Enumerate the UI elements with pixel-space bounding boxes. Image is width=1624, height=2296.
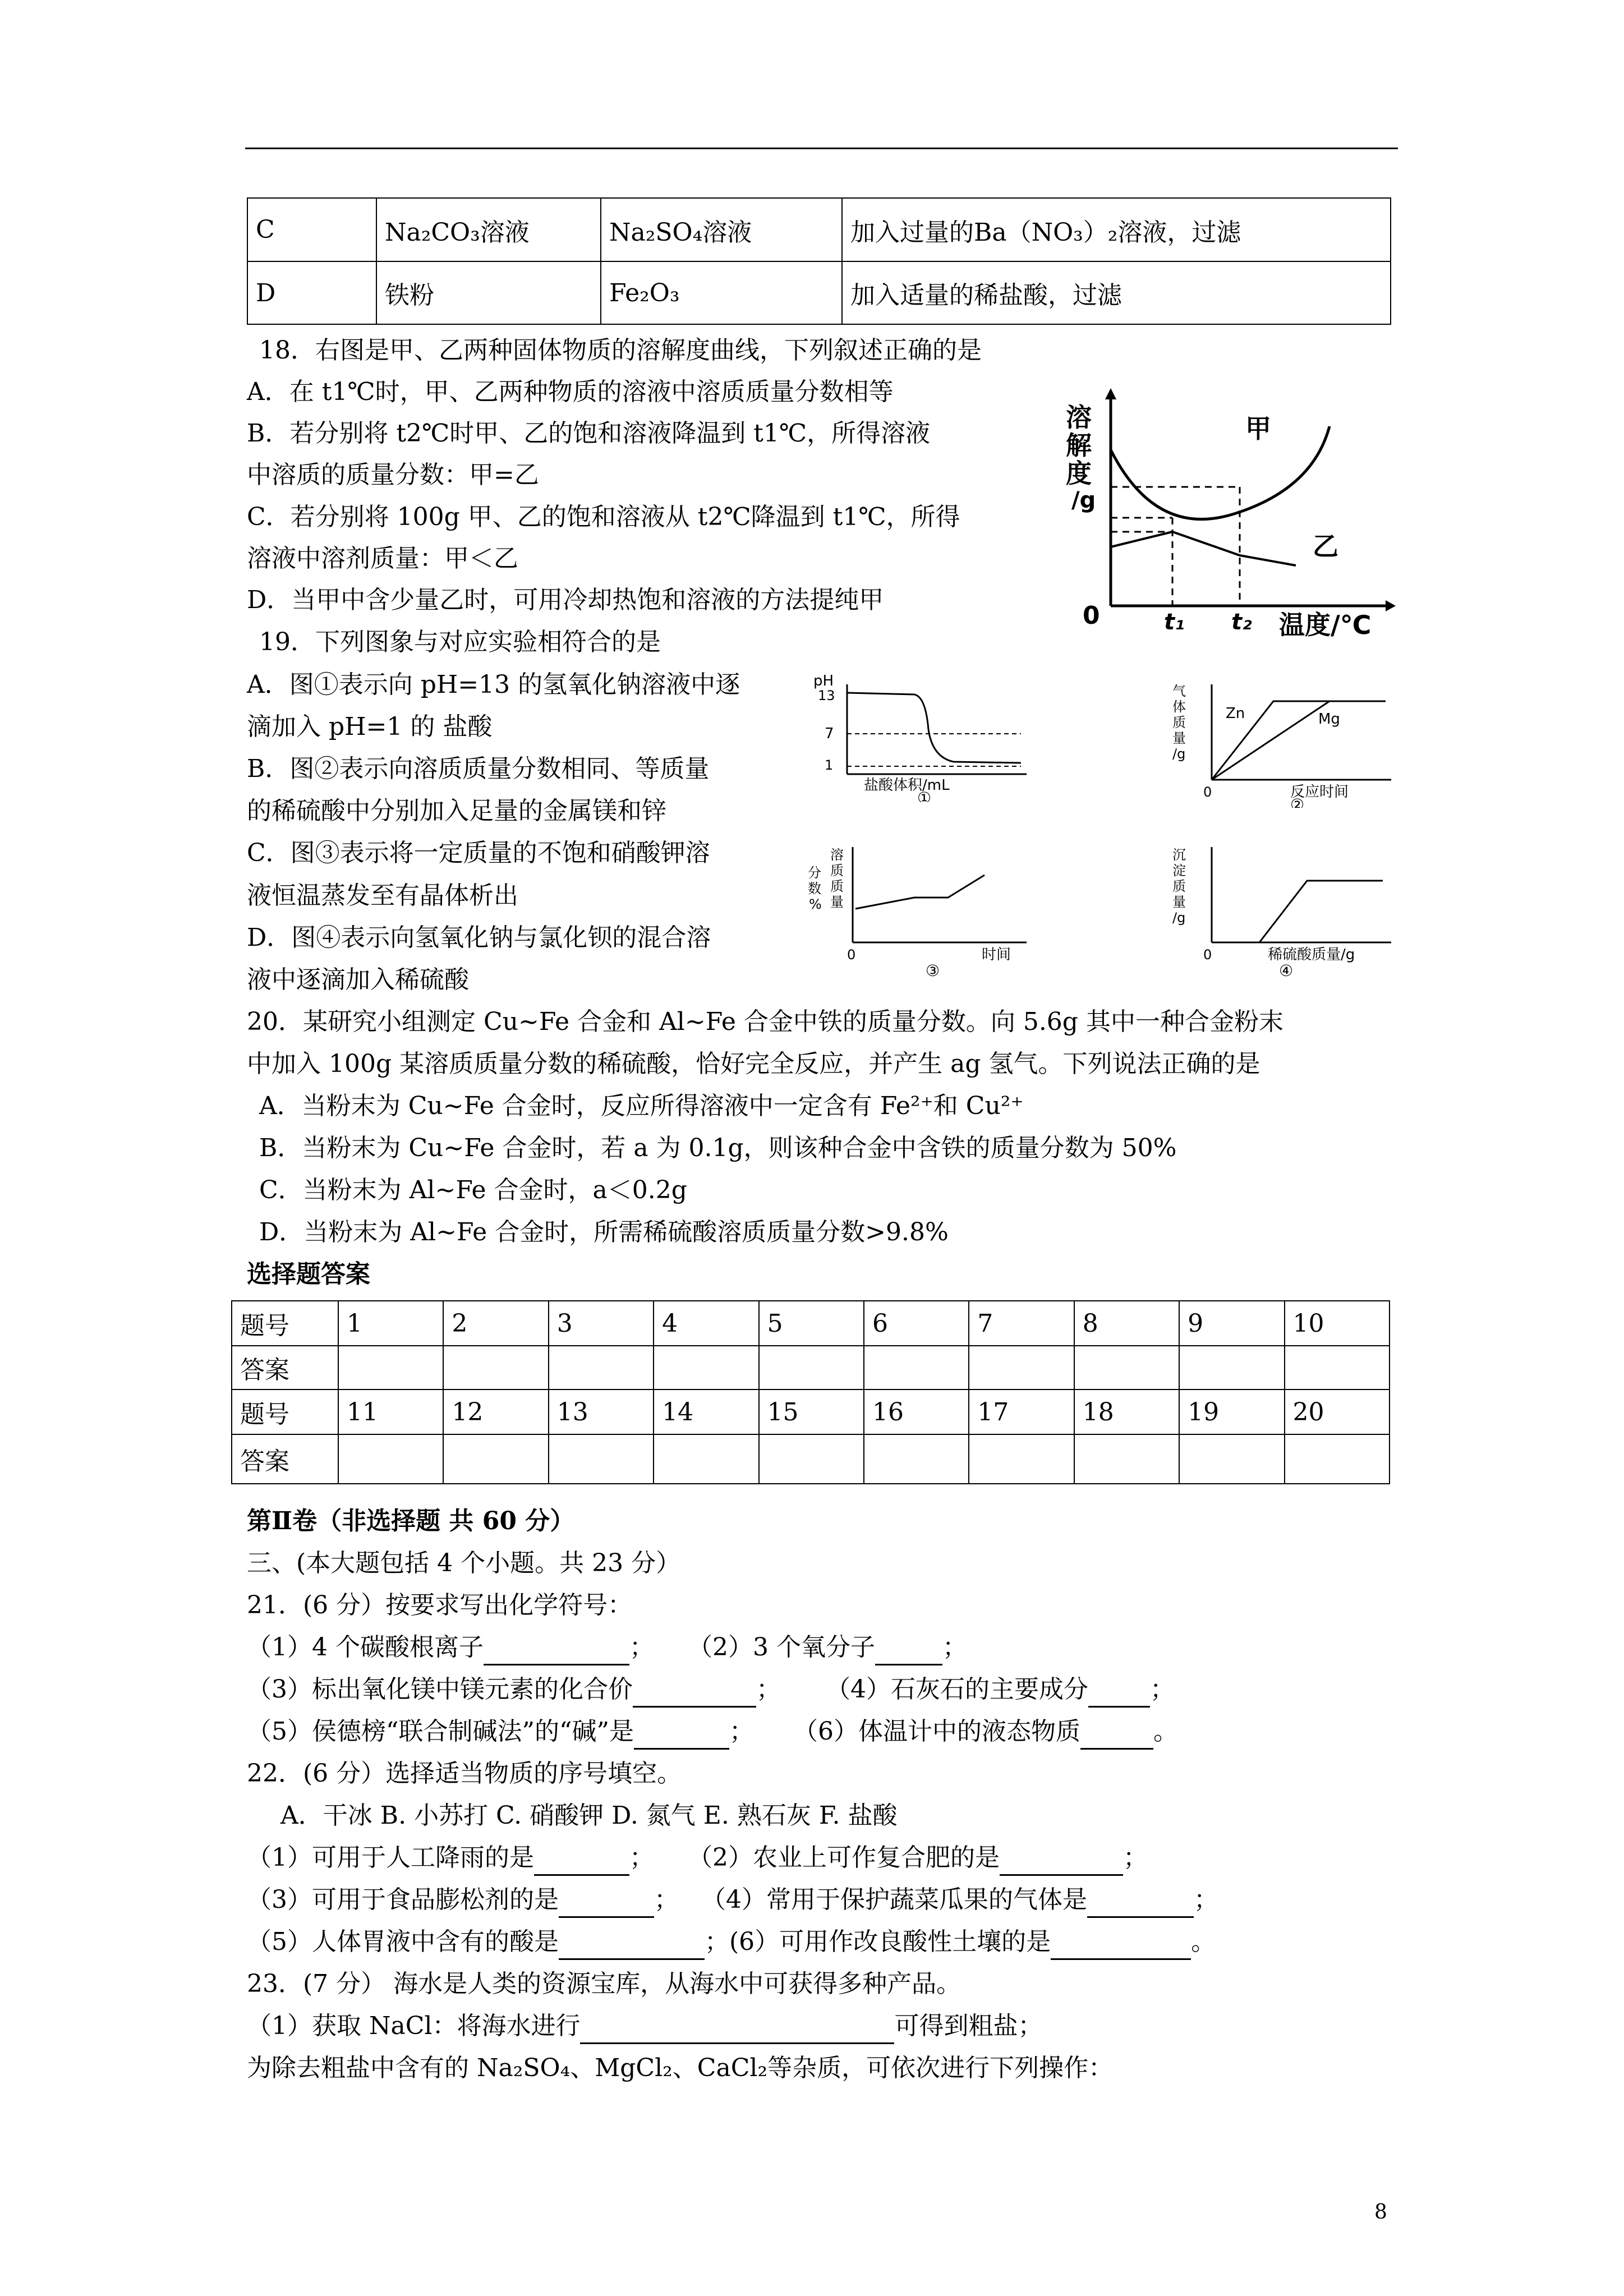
answer-cell[interactable] (969, 1434, 1074, 1484)
qno: 12 (443, 1389, 548, 1434)
answer-cell[interactable] (1285, 1346, 1390, 1389)
page-number: 8 (1374, 2201, 1387, 2224)
q21-row2 (247, 1673, 1175, 1708)
g4-o: 0 (1203, 947, 1212, 963)
label-no: 题号 (232, 1389, 338, 1434)
graph-ylabel-2: 解 (1066, 430, 1092, 461)
qno: 14 (654, 1389, 758, 1434)
header-rule (245, 148, 1398, 149)
q22-item5: （5）人体胃液中含有的酸是 (247, 1927, 559, 1956)
qno: 7 (969, 1301, 1074, 1346)
answer-cell[interactable] (1285, 1434, 1390, 1484)
g1-y: pH (813, 673, 834, 689)
punct: ； (942, 1633, 967, 1662)
q23-stem: 23．(7 分） 海水是人类的资源宝库，从海水中可获得多种产品。 (247, 1970, 961, 1998)
graph-4 (1161, 841, 1397, 982)
answer-cell[interactable] (338, 1434, 443, 1484)
q22-row1 (247, 1842, 1148, 1876)
q22-stem: 22．(6 分）选择适当物质的序号填空。 (247, 1759, 682, 1788)
answer-cell[interactable] (443, 1346, 548, 1389)
q21-stem: 21．(6 分）按要求写出化学符号： (247, 1591, 633, 1619)
g3-y3: 质 (830, 878, 844, 894)
graph-origin: 0 (1083, 601, 1100, 630)
g2-y: 气 (1172, 683, 1186, 699)
answer-blank[interactable] (1000, 1842, 1123, 1876)
q21-item5: （5）侯德榜“联合制碱法”的“碱”是 (247, 1717, 634, 1746)
g4-n: ④ (1279, 961, 1294, 980)
qno: 2 (443, 1301, 548, 1346)
table-row (232, 1346, 1390, 1389)
g2-zn: Zn (1226, 705, 1245, 722)
punct: ； (629, 1843, 654, 1872)
table-cell: 加入过量的Ba（NO₃）₂溶液，过滤 (842, 198, 1391, 261)
q19-option-d2: 液中逐滴加入稀硫酸 (247, 965, 469, 994)
table-cell: Na₂CO₃溶液 (376, 198, 601, 261)
g1-y7: 7 (825, 725, 834, 742)
graph-series-yi: 乙 (1313, 531, 1338, 562)
q19-option-b2: 的稀硫酸中分别加入足量的金属镁和锌 (247, 797, 666, 825)
answer-cell[interactable] (759, 1434, 864, 1484)
g2-n: ② (1290, 795, 1305, 808)
answer-cell[interactable] (1074, 1434, 1179, 1484)
q20-stem1: 20．某研究小组测定 Cu~Fe 合金和 Al~Fe 合金中铁的质量分数。向 5.6g 其中一种合金粉末 (247, 1007, 1283, 1036)
g1-y1: 1 (825, 757, 834, 773)
answer-blank[interactable] (634, 1715, 729, 1750)
qno: 20 (1285, 1389, 1390, 1434)
q20-option-a: A．当粉末为 Cu~Fe 合金时，反应所得溶液中一定含有 Fe²⁺和 Cu²⁺ (259, 1092, 1024, 1120)
g1-n: ① (917, 789, 932, 802)
q22-item2: （2）农业上可作复合肥的是 (688, 1843, 1000, 1872)
q20-stem2: 中加入 100g 某溶质质量分数的稀硫酸，恰好完全反应，并产生 ag 氢气。下列说法正确的是 (247, 1050, 1260, 1078)
g4-y3: 质 (1172, 878, 1186, 894)
graph-3 (785, 841, 1032, 982)
qno: 18 (1074, 1389, 1179, 1434)
g2-y3: 质 (1172, 715, 1186, 730)
q22-item1: （1）可用于人工降雨的是 (247, 1843, 534, 1872)
q23-row1 (247, 2010, 1042, 2044)
table-row (247, 198, 1391, 261)
q22-item6: ；(6）可用作改良酸性土壤的是 (705, 1927, 1051, 1956)
answer-cell[interactable] (1179, 1434, 1284, 1484)
g2-mg: Mg (1318, 711, 1340, 728)
q21-item6: （6）体温计中的液态物质 (793, 1717, 1080, 1746)
answer-cell[interactable] (654, 1434, 758, 1484)
q19-option-d1: D．图④表示向氢氧化钠与氯化钡的混合溶 (247, 923, 711, 952)
q22-row2 (247, 1884, 1218, 1918)
g1-x: 盐酸体积/mL (864, 777, 950, 794)
graph-ylabel-4: /g (1071, 487, 1096, 513)
label-ans: 答案 (232, 1346, 338, 1389)
q19-option-c1: C．图③表示将一定质量的不饱和硝酸钾溶 (247, 839, 710, 867)
label-ans: 答案 (232, 1434, 338, 1484)
answer-blank[interactable] (559, 1884, 654, 1918)
answer-blank[interactable] (1080, 1715, 1153, 1750)
answer-cell[interactable] (549, 1434, 654, 1484)
q18-option-d: D．当甲中含少量乙时，可用冷却热饱和溶液的方法提纯甲 (247, 586, 884, 614)
q19-option-a2: 滴加入 pH=1 的 盐酸 (247, 712, 493, 741)
q18-stem: 18．右图是甲、乙两种固体物质的溶解度曲线，下列叙述正确的是 (259, 336, 982, 365)
table-cell: 加入适量的稀盐酸，过滤 (842, 261, 1391, 324)
q18-option-b2: 中溶质的质量分数：甲=乙 (247, 461, 539, 489)
punct: ； (756, 1675, 781, 1704)
g4-x: 稀硫酸质量/g (1268, 946, 1355, 963)
answer-cell[interactable] (864, 1346, 969, 1389)
table-cell: 铁粉 (376, 261, 601, 324)
table-cell: D (247, 261, 376, 324)
answer-cell[interactable] (864, 1434, 969, 1484)
q18-option-c1: C．若分别将 100g 甲、乙的饱和溶液从 t2℃降温到 t1℃，所得 (247, 503, 960, 531)
table-row (232, 1389, 1390, 1434)
qno: 13 (549, 1389, 654, 1434)
graph-t1: t₁ (1164, 609, 1185, 635)
punct: ； (729, 1717, 754, 1746)
qno: 3 (549, 1301, 654, 1346)
q21-item1: （1）4 个碳酸根离子 (247, 1633, 484, 1662)
qno: 8 (1074, 1301, 1179, 1346)
graph-ylabel-3: 度 (1066, 458, 1092, 489)
section3-title: 三、(本大题包括 4 个小题。共 23 分） (247, 1549, 681, 1577)
q22-options: A．干冰 B. 小苏打 C. 硝酸钾 D. 氮气 E. 熟石灰 F. 盐酸 (280, 1801, 898, 1830)
answer-cell[interactable] (1179, 1346, 1284, 1389)
qno: 1 (338, 1301, 443, 1346)
table-cell: C (247, 198, 376, 261)
answer-blank[interactable] (534, 1842, 629, 1876)
qno: 15 (759, 1389, 864, 1434)
g2-y4: 量 (1172, 730, 1186, 746)
qno: 19 (1179, 1389, 1284, 1434)
qno: 4 (654, 1301, 758, 1346)
punct: ； (1150, 1675, 1175, 1704)
qno: 11 (338, 1389, 443, 1434)
g4-y2: 淀 (1172, 863, 1186, 878)
punct: ； (1194, 1885, 1218, 1914)
g4-y1: 沉 (1172, 847, 1186, 863)
qno: 10 (1285, 1301, 1390, 1346)
q19-option-b1: B．图②表示向溶质质量分数相同、等质量 (247, 754, 710, 783)
q18-option-c2: 溶液中溶剂质量：甲＜乙 (247, 544, 518, 573)
q21-item3: （3）标出氧化镁中镁元素的化合价 (247, 1675, 633, 1704)
g4-y5: /g (1172, 910, 1186, 926)
graph-t2: t₂ (1231, 609, 1252, 635)
table-cell: Fe₂O₃ (601, 261, 842, 324)
answer-table-title: 选择题答案 (247, 1260, 370, 1289)
answer-cell[interactable] (969, 1346, 1074, 1389)
answer-cell[interactable] (654, 1346, 758, 1389)
q22-item4: （4）常用于保护蔬菜瓜果的气体是 (701, 1885, 1087, 1914)
g3-y6: 数 (808, 881, 821, 896)
answer-cell[interactable] (759, 1346, 864, 1389)
punct: 。 (1153, 1717, 1178, 1746)
punct: ； (629, 1633, 654, 1662)
graph-1 (808, 673, 1032, 802)
q19-stem: 19．下列图象与对应实验相符合的是 (259, 628, 661, 656)
q21-item4: （4）石灰石的主要成分 (826, 1675, 1088, 1704)
q20-option-d: D．当粉末为 Al~Fe 合金时，所需稀硫酸溶质质量分数>9.8% (259, 1218, 949, 1246)
part2-title: 第Ⅱ卷（非选择题 共 60 分） (247, 1507, 575, 1535)
q18-option-b1: B．若分别将 t2℃时甲、乙的饱和溶液降温到 t1℃，所得溶液 (247, 419, 931, 448)
label-no: 题号 (232, 1301, 338, 1346)
answer-blank[interactable] (484, 1631, 629, 1665)
answer-cell[interactable] (549, 1346, 654, 1389)
g3-o: 0 (847, 947, 856, 963)
answer-blank[interactable] (633, 1673, 756, 1708)
g4-y4: 量 (1172, 894, 1186, 910)
qno: 17 (969, 1389, 1074, 1434)
q18-option-a: A．在 t1℃时，甲、乙两种物质的溶液中溶质质量分数相等 (247, 378, 894, 406)
answer-cell[interactable] (338, 1346, 443, 1389)
qno: 6 (864, 1301, 969, 1346)
g3-y2: 质 (830, 863, 844, 878)
g2-y2: 体 (1172, 699, 1186, 715)
answer-cell[interactable] (1074, 1346, 1179, 1389)
graph-2 (1161, 679, 1397, 808)
g3-y5: 分 (808, 865, 821, 881)
answer-blank[interactable] (1088, 1673, 1150, 1708)
q21-item2: （2）3 个氧分子 (687, 1633, 875, 1662)
q20-option-b: B．当粉末为 Cu~Fe 合金时，若 a 为 0.1g，则该种合金中含铁的质量分数为 50% (259, 1134, 1177, 1162)
graph-series-jia: 甲 (1245, 413, 1271, 444)
answer-blank[interactable] (559, 1926, 705, 1960)
answer-blank[interactable] (1051, 1926, 1191, 1960)
graph-xlabel: 温度/℃ (1279, 610, 1372, 640)
answer-table (231, 1300, 1390, 1484)
table-cell: Na₂SO₄溶液 (601, 198, 842, 261)
punct: ； (654, 1885, 679, 1914)
answer-cell[interactable] (443, 1434, 548, 1484)
g3-y4: 量 (830, 894, 844, 910)
qno: 5 (759, 1301, 864, 1346)
g3-y1: 溶 (830, 847, 844, 863)
qno: 9 (1179, 1301, 1284, 1346)
solubility-graph (1060, 387, 1397, 645)
q21-row3 (247, 1715, 1178, 1750)
table-row (232, 1301, 1390, 1346)
qno: 16 (864, 1389, 969, 1434)
q21-row1 (247, 1631, 967, 1665)
punct: ； (1123, 1843, 1148, 1872)
g3-x: 时间 (982, 946, 1011, 963)
q23-last: 为除去粗盐中含有的 Na₂SO₄、MgCl₂、CaCl₂等杂质，可依次进行下列操作： (247, 2054, 1114, 2082)
q22-item3: （3）可用于食品膨松剂的是 (247, 1885, 559, 1914)
q20-option-c: C．当粉末为 Al~Fe 合金时，a＜0.2g (259, 1176, 687, 1204)
g3-n: ③ (926, 961, 940, 980)
g2-y5: /g (1172, 746, 1186, 762)
punct: 。 (1191, 1927, 1216, 1956)
q23-item1b: 可得到粗盐； (894, 2012, 1043, 2040)
g3-y7: % (809, 896, 822, 912)
q19-option-c2: 液恒温蒸发至有晶体析出 (247, 881, 518, 910)
table-row (232, 1434, 1390, 1484)
answer-blank[interactable] (875, 1631, 942, 1665)
g2-x: 反应时间 (1290, 784, 1349, 800)
answer-blank[interactable] (1087, 1884, 1194, 1918)
q19-option-a1: A．图①表示向 pH=13 的氢氧化钠溶液中逐 (247, 670, 740, 699)
answer-blank[interactable] (580, 2010, 894, 2044)
table-row (247, 261, 1391, 324)
top-table (247, 197, 1391, 325)
graph-ylabel-1: 溶 (1066, 402, 1092, 432)
g2-o: 0 (1203, 784, 1212, 800)
q23-item1a: （1）获取 NaCl：将海水进行 (247, 2012, 581, 2040)
q22-row3 (247, 1926, 1216, 1960)
g1-y13: 13 (818, 688, 835, 703)
